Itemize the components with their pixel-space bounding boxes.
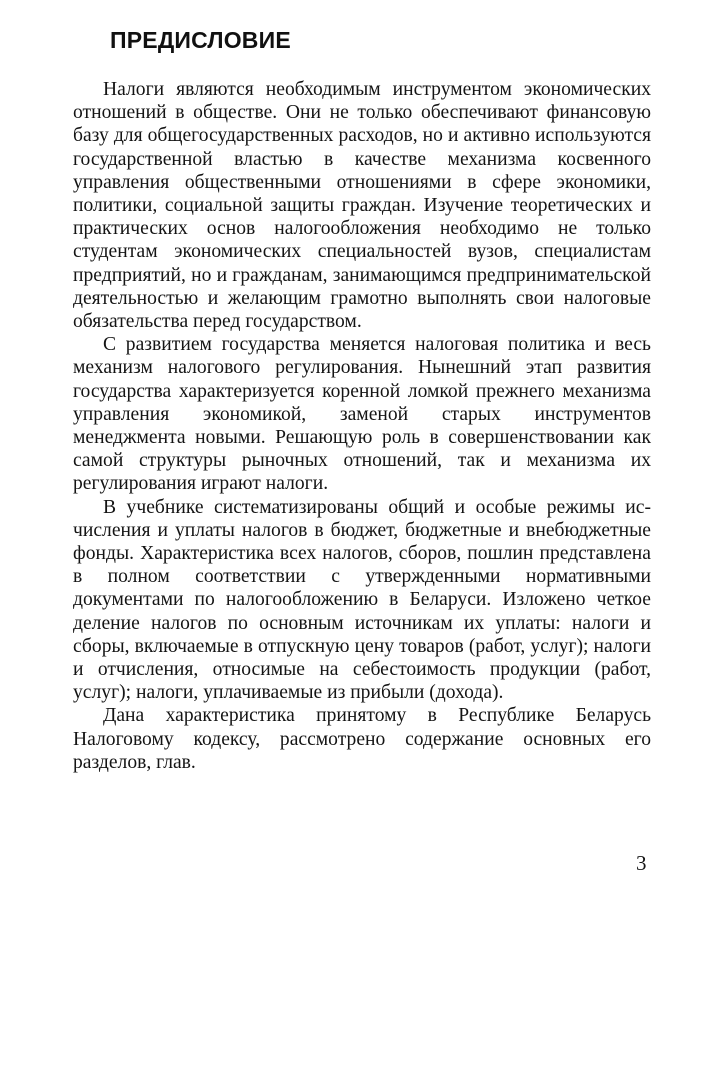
paragraph-4: Дана характеристика принятому в Республике Беларусь Налоговому кодексу, рассмотрено содержание основных его разделов, глав. — [73, 705, 651, 773]
page-number: 3 — [636, 851, 647, 875]
page-heading: ПРЕДИСЛОВИЕ — [110, 27, 291, 53]
paragraph-3: В учебнике систематизированы общий и особые режимы исчисления и уплаты налогов в бюджет, бюджетные и внебюджетные фонды. Характеристика всех налогов, сборов, пошлин представлена в полном соответствии с утвержденными нормативными документами по налогообложению в Беларуси. Изложено четкое деление налогов по основным источникам их уплаты: налоги и сборы, включаемые в отпускную цену товаров (работ, услуг); налоги и отчисления, относимые на себестоимость продукции (работ, услуг); налоги, уплачиваемые из прибыли (дохода). — [73, 496, 651, 704]
paragraph-1: Налоги являются необходимым инструментом экономических отношений в обществе. Они не только обеспечивают финансовую базу для общегосударственных расходов, но и активно используются государственной властью в качестве механизма косвенного управления общественными отношениями в сфере экономики, политики, социальной защиты граждан. Изучение теоретических и практических основ налогообложения необходимо не только студентам экономических специальностей вузов, специалистам предприятий, но и гражданам, занимающимся предпринимательской деятельностью и желающим грамотно выполнять свои налоговые обязательства перед государством. — [73, 79, 651, 333]
preface-body — [73, 78, 651, 774]
paragraph-2: С развитием государства меняется налоговая политика и весь механизм налогового регулирования. Нынешний этап развития государства характеризуется коренной ломкой прежнего механизма управления экономикой, заменой старых инструментов менеджмента новыми. Решающую роль в совершенствовании как самой структуры рыночных отношений, так и механизма их регулирования играют налоги. — [73, 334, 651, 495]
